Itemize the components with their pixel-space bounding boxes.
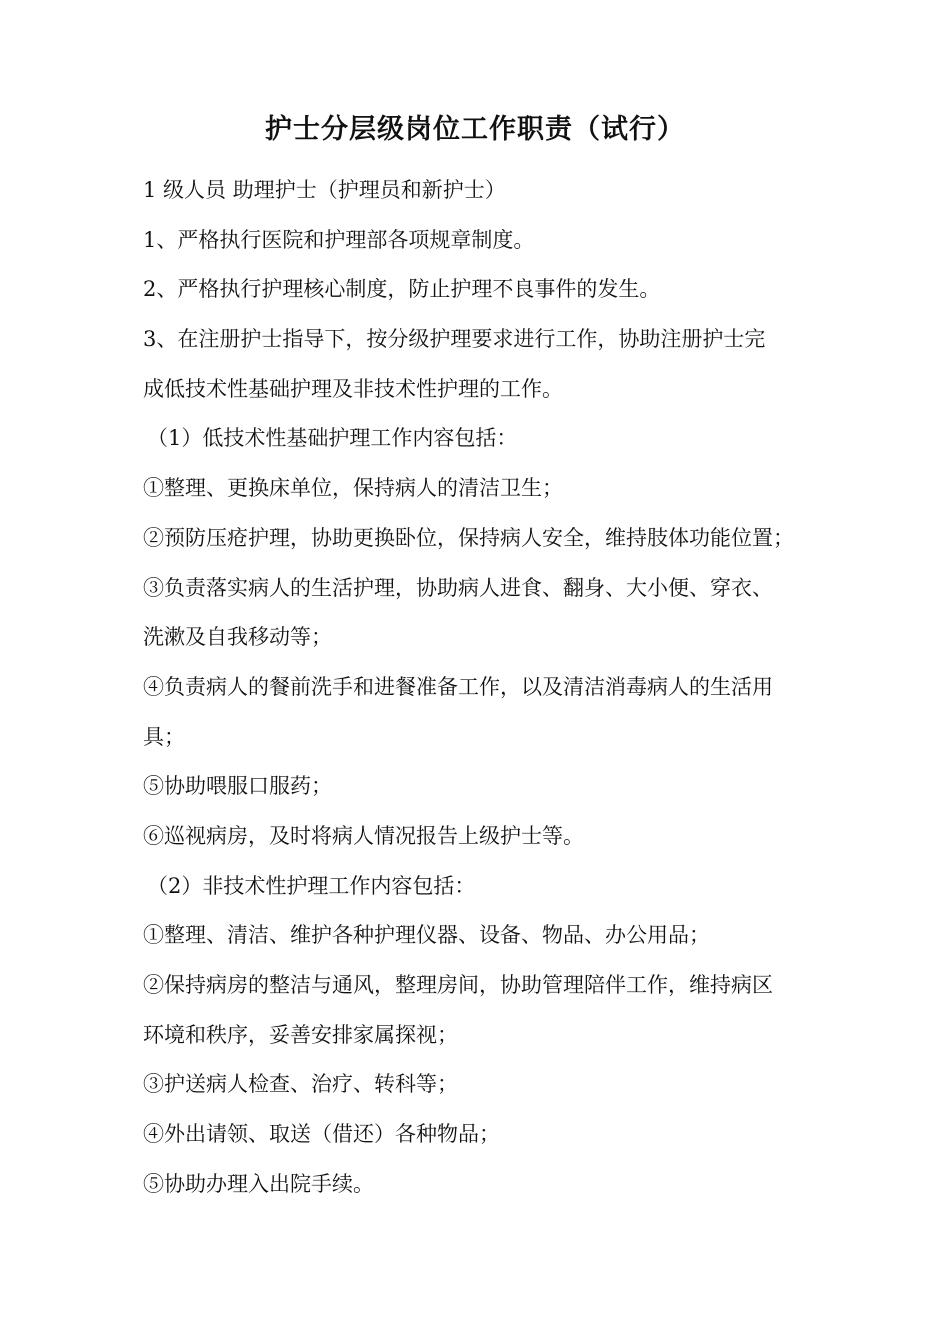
list-item: ⑥巡视病房，及时将病人情况报告上级护士等。: [143, 823, 584, 848]
list-item-continued: 具；: [143, 724, 185, 749]
list-item: ②保持病房的整洁与通风，整理房间，协助管理陪伴工作，维持病区: [143, 973, 773, 997]
duty-item-3: 3、在注册护士指导下，按分级护理要求进行工作，协助注册护士完: [143, 327, 766, 352]
list-item: ④外出请领、取送（借还）各种物品；: [143, 1122, 500, 1147]
subsection-heading-2: （2）非技术性护理工作内容包括：: [147, 873, 476, 898]
list-item: ⑤协助喂服口服药；: [143, 774, 332, 799]
list-item-continued: 环境和秩序，妥善安排家属探视；: [143, 1022, 458, 1047]
document-title: 护士分层级岗位工作职责（试行）: [265, 114, 685, 145]
list-item-continued: 洗漱及自我移动等；: [143, 625, 332, 650]
subsection-heading-1: （1）低技术性基础护理工作内容包括：: [147, 426, 518, 451]
document-body: [143, 166, 811, 1209]
list-item: ④负责病人的餐前洗手和进餐准备工作，以及清洁消毒病人的生活用: [143, 674, 773, 699]
duty-item-2: 2、严格执行护理核心制度，防止护理不良事件的发生。: [143, 277, 661, 302]
list-item: ⑤协助办理入出院手续。: [143, 1171, 374, 1196]
list-item: ①整理、更换床单位，保持病人的清洁卫生；: [143, 476, 563, 501]
section-heading-level-1: 1 级人员 助理护士（护理员和新护士）: [143, 178, 506, 202]
list-item: ③护送病人检查、治疗、转科等；: [143, 1072, 458, 1097]
list-item: ①整理、清洁、维护各种护理仪器、设备、物品、办公用品；: [143, 923, 710, 948]
duty-item-3-continued: 成低技术性基础护理及非技术性护理的工作。: [143, 376, 563, 401]
list-item: ③负责落实病人的生活护理，协助病人进食、翻身、大小便、穿衣、: [143, 575, 773, 600]
duty-item-1: 1、严格执行医院和护理部各项规章制度。: [143, 227, 535, 252]
list-item: ②预防压疮护理，协助更换卧位，保持病人安全，维持肢体功能位置；: [143, 525, 794, 550]
